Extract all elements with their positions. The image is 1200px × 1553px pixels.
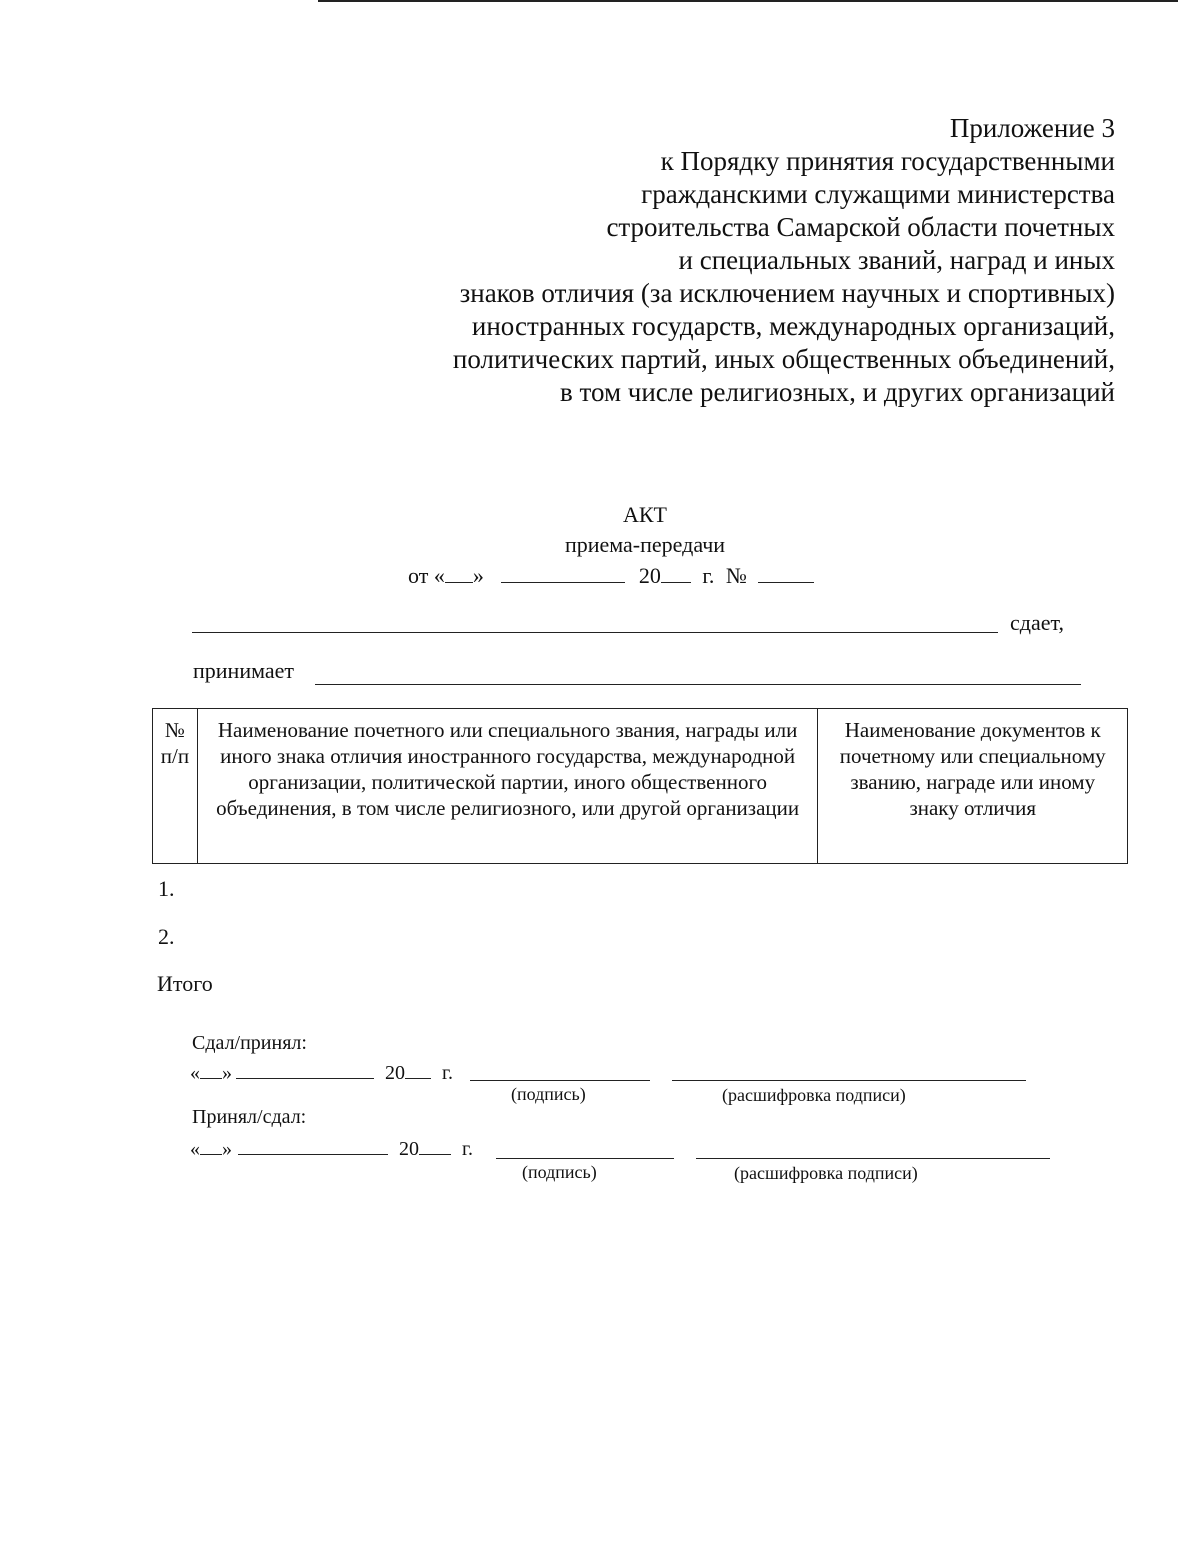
- year-blank[interactable]: [661, 562, 691, 583]
- year-prefix: 20: [399, 1138, 419, 1160]
- quote-close: »: [222, 1138, 232, 1160]
- table-header-row: [153, 709, 1128, 864]
- receives-label: принимает: [193, 658, 295, 683]
- gives-label: сдает,: [1010, 610, 1064, 635]
- signature-decode-caption: (расшифровка подписи): [734, 1163, 918, 1183]
- appendix-line: политических партий, иных общественных объединений,: [452, 344, 1115, 374]
- appendix-title: Приложение 3: [949, 113, 1115, 143]
- signature-decode-caption: (расшифровка подписи): [722, 1085, 906, 1105]
- signature-decode-blank[interactable]: [672, 1062, 1026, 1081]
- signature-caption: (подпись): [522, 1162, 597, 1182]
- day-blank[interactable]: [445, 562, 473, 583]
- top-border-line: [318, 0, 1178, 2]
- day-blank[interactable]: [200, 1060, 222, 1079]
- total-label: Итого: [157, 971, 213, 996]
- date-from-label: от: [408, 563, 429, 588]
- appendix-header: [453, 112, 1115, 409]
- quote-close: »: [222, 1062, 232, 1084]
- act-subtitle: приема-передачи: [564, 532, 726, 557]
- year-blank[interactable]: [405, 1060, 431, 1079]
- signature-role: Принял/сдал:: [192, 1106, 307, 1128]
- appendix-line: и специальных званий, наград и иных: [678, 245, 1115, 275]
- appendix-line: строительства Самарской области почетных: [606, 212, 1115, 242]
- awards-table: [152, 708, 1128, 864]
- receives-party-blank[interactable]: [315, 664, 1081, 685]
- signature-role: Сдал/принял:: [192, 1032, 307, 1054]
- number-blank[interactable]: [758, 562, 814, 583]
- appendix-line: в том числе религиозных, и других организаций: [560, 377, 1115, 407]
- list-item: 2.: [158, 924, 175, 949]
- number-sign: №: [725, 563, 747, 588]
- year-suffix: г.: [462, 1138, 473, 1160]
- signature-caption: (подпись): [511, 1084, 586, 1104]
- quote-open: «: [190, 1062, 200, 1084]
- appendix-line: к Порядку принятия государственными: [660, 146, 1115, 176]
- appendix-line: знаков отличия (за исключением научных и спортивных): [459, 278, 1115, 308]
- quote-open: «: [190, 1138, 200, 1160]
- act-title: АКТ: [623, 502, 667, 527]
- header-documents: Наименование документов к почетному или специальному званию, награде или иному знаку отличия: [818, 709, 1128, 864]
- year-blank[interactable]: [419, 1136, 451, 1155]
- list-item: 1.: [158, 876, 175, 901]
- year-prefix: 20: [638, 563, 661, 588]
- act-date-line: [408, 562, 814, 589]
- signature-date-line: [190, 1060, 453, 1085]
- quote-open: «: [433, 563, 445, 588]
- year-suffix: г.: [442, 1062, 453, 1084]
- appendix-line: иностранных государств, международных организаций,: [471, 311, 1115, 341]
- appendix-line: гражданскими служащими министерства: [641, 179, 1115, 209]
- signature-date-line: [190, 1136, 473, 1161]
- signature-blank[interactable]: [470, 1062, 650, 1081]
- header-number: № п/п: [153, 709, 198, 864]
- header-award-name: Наименование почетного или специального звания, награды или иного знака отличия иностранного государства, международной организации, политической партии, иного общественного объединения, в том числе религиозного, или другой организации: [197, 709, 818, 864]
- day-blank[interactable]: [200, 1136, 222, 1155]
- quote-close: »: [472, 563, 484, 588]
- signature-blank[interactable]: [496, 1140, 674, 1159]
- gives-party-blank[interactable]: [192, 612, 998, 633]
- month-blank[interactable]: [501, 562, 625, 583]
- signature-decode-blank[interactable]: [696, 1140, 1050, 1159]
- year-suffix: г.: [702, 563, 715, 588]
- month-blank[interactable]: [236, 1060, 374, 1079]
- year-prefix: 20: [385, 1062, 405, 1084]
- month-blank[interactable]: [238, 1136, 388, 1155]
